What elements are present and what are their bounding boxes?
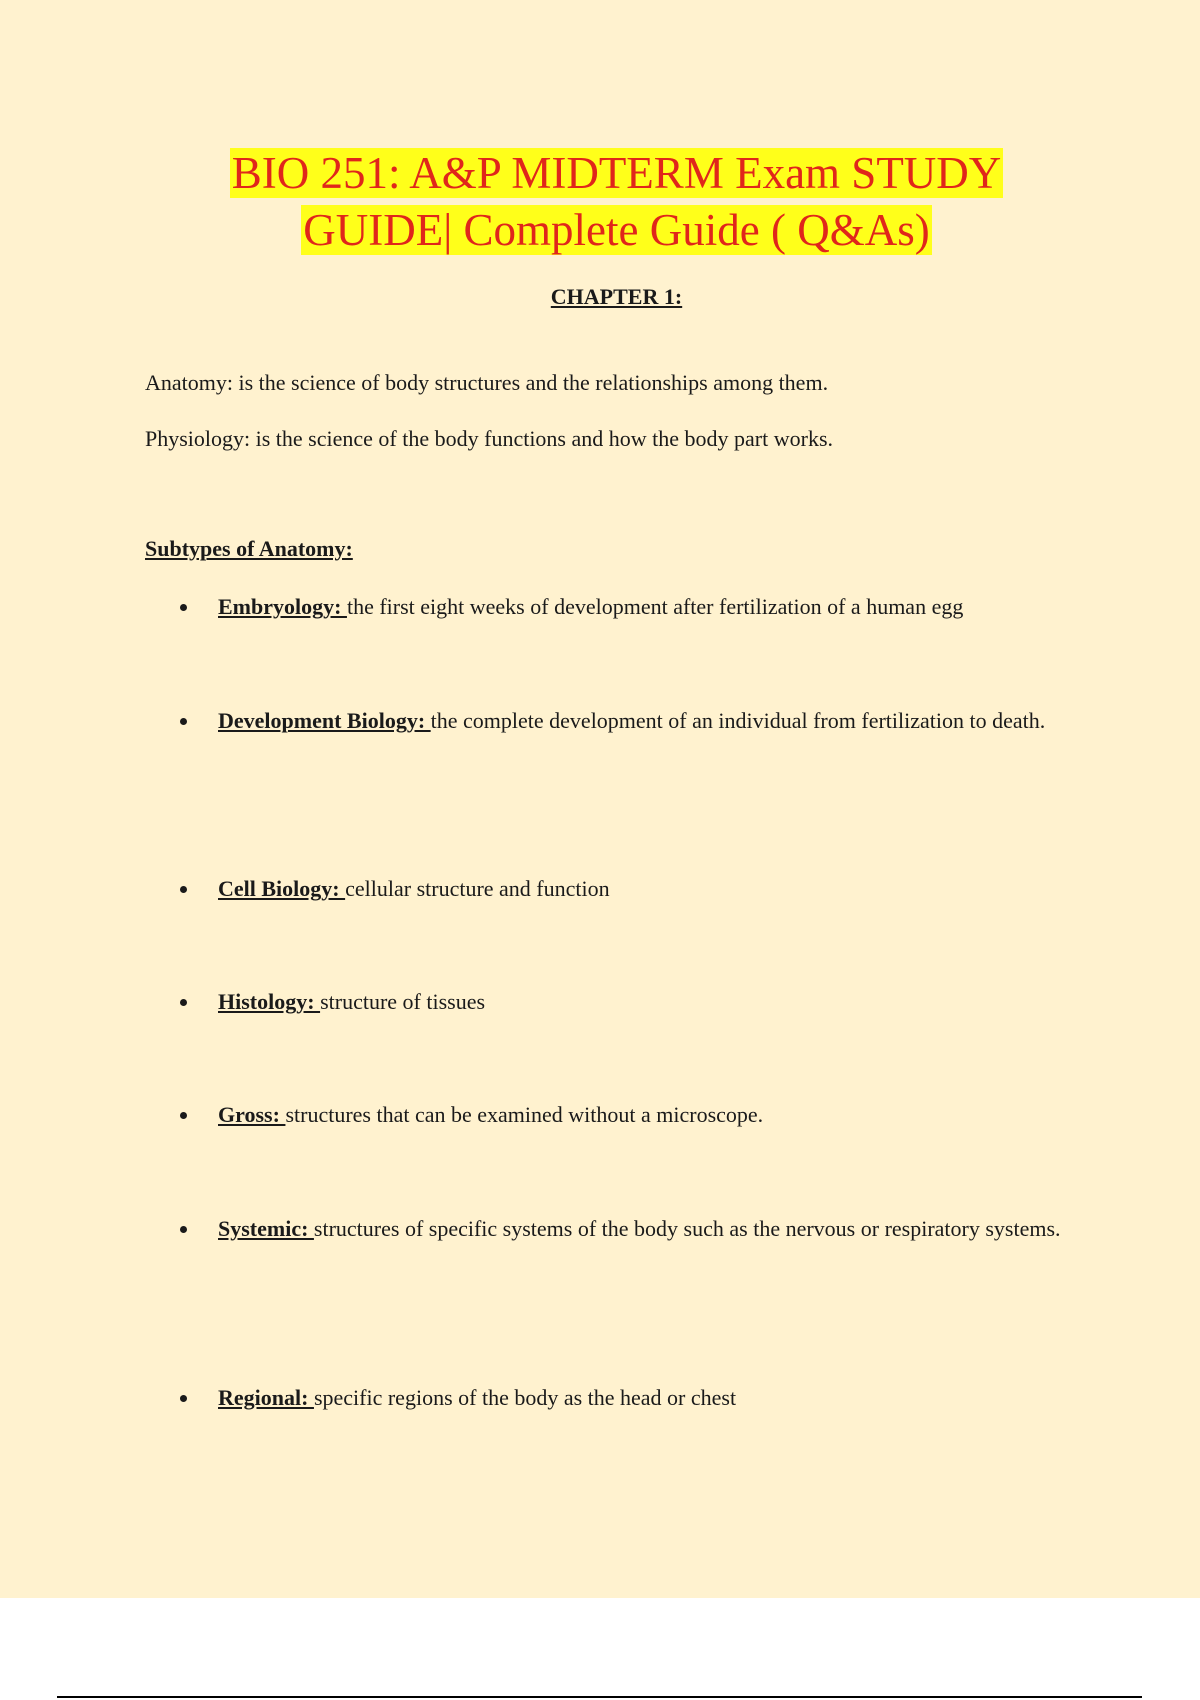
term-description: cellular structure and function [345, 876, 610, 901]
bullet-icon [180, 1226, 187, 1233]
term-description: structures that can be examined without a microscope. [285, 1102, 764, 1127]
title-line-2: GUIDE| Complete Guide ( Q&As) [303, 205, 930, 255]
term-label: Embryology: [218, 594, 347, 619]
anatomy-definition: Anatomy: is the science of body structures and the relationships among them. [145, 370, 829, 395]
term-label: Development Biology: [218, 708, 431, 733]
list-item [180, 1202, 1080, 1256]
term-label: Histology: [218, 989, 321, 1014]
list-item [180, 862, 1080, 916]
term-label: Regional: [218, 1385, 314, 1410]
title-line-1: BIO 251: A&P MIDTERM Exam STUDY [231, 148, 1002, 198]
term-label: Gross: [218, 1102, 286, 1127]
document-title [0, 145, 1200, 259]
list-item [180, 694, 1080, 748]
term-label: Systemic: [218, 1216, 314, 1241]
list-item [180, 1088, 1080, 1142]
term-label: Cell Biology: [218, 876, 346, 901]
list-item [180, 580, 1080, 634]
list-item [180, 975, 1080, 1029]
term-description: the first eight weeks of development after fertilization of a human egg [346, 594, 964, 619]
bullet-icon [180, 886, 187, 893]
term-description: structures of specific systems of the body such as the nervous or respiratory systems. [313, 1216, 1061, 1241]
bullet-icon [180, 1112, 187, 1119]
physiology-definition: Physiology: is the science of the body functions and how the body part works. [145, 426, 834, 451]
footer-divider [57, 1696, 1142, 1698]
section-heading: Subtypes of Anatomy: [145, 536, 353, 561]
bullet-icon [180, 999, 187, 1006]
term-description: the complete development of an individual from fertilization to death. [430, 708, 1046, 733]
chapter-heading: CHAPTER 1: [550, 284, 683, 309]
bullet-icon [180, 718, 187, 725]
bullet-icon [180, 1395, 187, 1402]
bullet-icon [180, 604, 187, 611]
list-item [180, 1371, 1080, 1425]
term-description: specific regions of the body as the head or chest [313, 1385, 737, 1410]
term-description: structure of tissues [320, 989, 486, 1014]
